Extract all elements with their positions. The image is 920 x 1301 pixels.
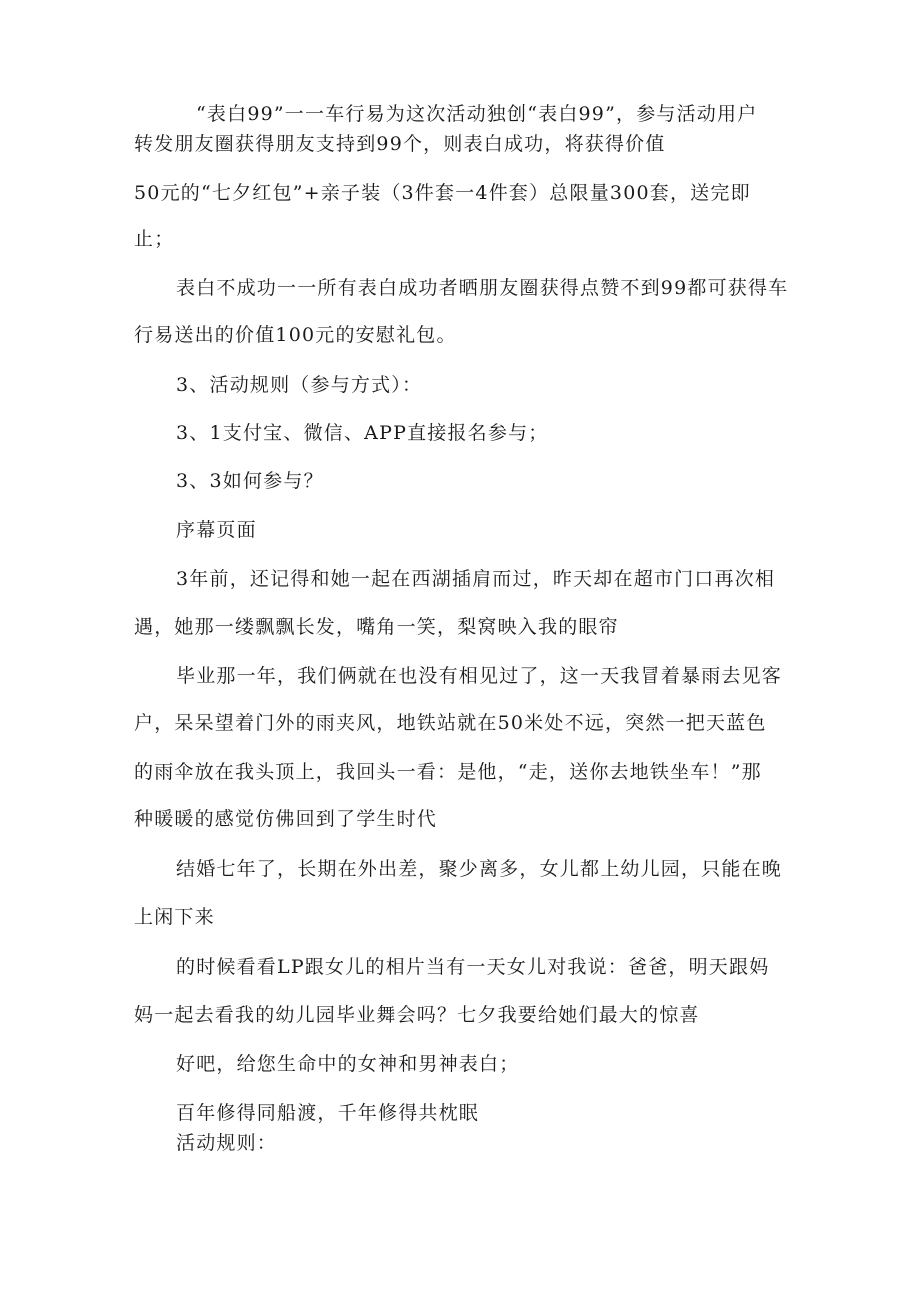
text-line: 止； bbox=[134, 228, 175, 250]
text-line: 的雨伞放在我头顶上，我回头一看：是他，“走，送你去地铁坐车！”那 bbox=[134, 761, 762, 783]
text-line: 表白不成功一一所有表白成功者晒朋友圈获得点赞不到99都可获得车 bbox=[176, 277, 789, 299]
text-line: 上闲下来 bbox=[134, 906, 215, 928]
text-line: 3、3如何参与？ bbox=[176, 470, 324, 492]
text-line: “表白99”一一车行易为这次活动独创“表白99”，参与活动用户 bbox=[196, 103, 758, 125]
text-line: 好吧，给您生命中的女神和男神表白； bbox=[176, 1053, 520, 1075]
text-line: 毕业那一年，我们俩就在也没有相见过了，这一天我冒着暴雨去见客 bbox=[176, 665, 783, 687]
text-line: 50元的“七夕红包”+亲子装（3件套一4件套）总限量300套，送完即 bbox=[134, 182, 751, 204]
text-line: 3年前，还记得和她一起在西湖插肩而过，昨天却在超市门口再次相 bbox=[176, 568, 776, 590]
text-line: 百年修得同船渡，千年修得共枕眠 bbox=[176, 1102, 480, 1124]
text-line: 3、活动规则（参与方式）： bbox=[176, 374, 423, 396]
text-line: 活动规则： bbox=[176, 1132, 278, 1154]
text-line: 遇，她那一缕飘飘长发，嘴角一笑，梨窝映入我的眼帘 bbox=[134, 616, 619, 638]
text-line: 结婚七年了，长期在外出差，聚少离多，女儿都上幼儿园，只能在晚 bbox=[176, 858, 783, 880]
text-line: 的时候看看LP跟女儿的相片当有一天女儿对我说：爸爸，明天跟妈 bbox=[176, 956, 770, 978]
text-line: 种暖暖的感觉仿佛回到了学生时代 bbox=[134, 808, 438, 830]
text-line: 妈一起去看我的幼儿园毕业舞会吗？七夕我要给她们最大的惊喜 bbox=[134, 1004, 700, 1026]
text-line: 转发朋友圈获得朋友支持到99个，则表白成功，将获得价值 bbox=[134, 133, 666, 155]
text-line: 3、1支付宝、微信、APP直接报名参与； bbox=[176, 422, 549, 444]
text-line: 行易送出的价值100元的安慰礼包。 bbox=[134, 324, 457, 346]
text-line: 序幕页面 bbox=[176, 519, 257, 541]
text-line: 户，呆呆望着门外的雨夹风，地铁站就在50米处不远，突然一把天蓝色 bbox=[134, 712, 767, 734]
